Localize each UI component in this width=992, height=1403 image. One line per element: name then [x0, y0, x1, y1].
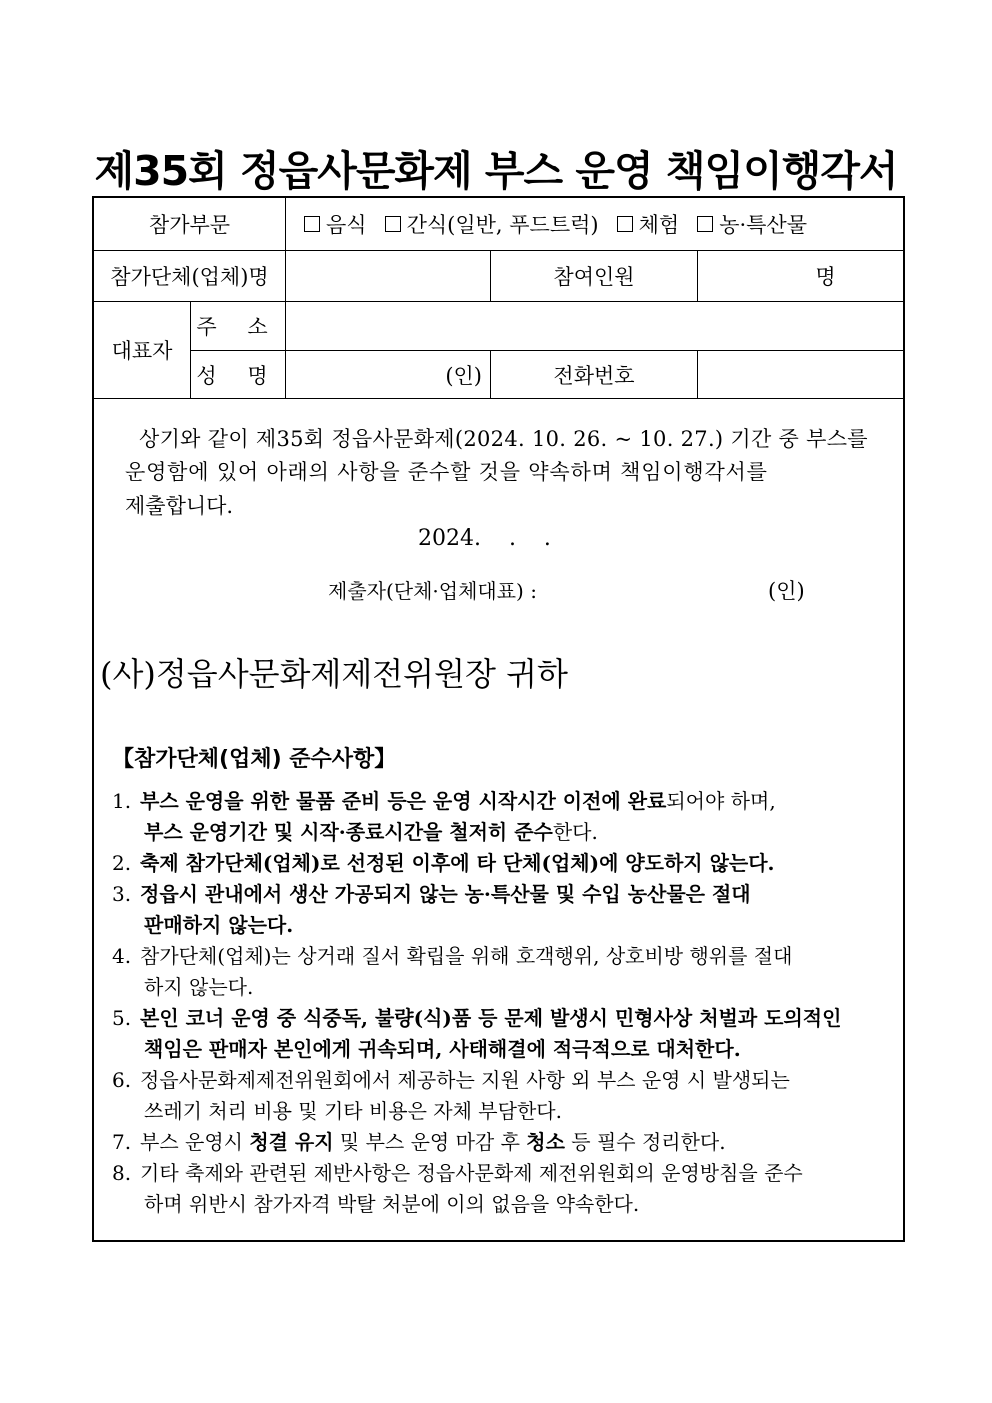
- address-label: 주 소: [196, 315, 280, 339]
- category-option-specialty[interactable]: 농·특산물: [697, 209, 807, 239]
- group-name-field[interactable]: [286, 251, 490, 301]
- checkbox-icon: [385, 216, 401, 232]
- submitter-label: 제출자(단체·업체대표) :: [328, 579, 537, 603]
- submitter-seal: (인): [768, 579, 805, 603]
- category-option-snack[interactable]: 간식(일반, 푸드트럭): [385, 209, 599, 239]
- name-seal-mark: (인): [445, 363, 482, 388]
- rule-3: 3. 정읍시 관내에서 생산 가공되지 않는 농·특산물 및 수입 농산물은 절대 판매하지 않는다.: [112, 882, 751, 937]
- category-option-food[interactable]: 음식: [304, 209, 367, 239]
- address-field[interactable]: [286, 302, 903, 350]
- participants-unit: 명: [815, 265, 836, 289]
- checkbox-icon: [617, 216, 633, 232]
- rule-8: 8. 기타 축제와 관련된 제반사항은 정읍사문화제 제전위원회의 운영방침을 준수 하며 위반시 참가자격 박탈 처분에 이의 없음을 약속한다.: [112, 1161, 803, 1216]
- checkbox-icon: [697, 216, 713, 232]
- phone-field[interactable]: [698, 351, 903, 398]
- name-label: 성 명: [196, 363, 280, 388]
- category-options: [286, 198, 903, 250]
- rule-2: 2. 축제 참가단체(업체)로 선정된 이후에 타 단체(업체)에 양도하지 않는다.: [112, 851, 775, 875]
- pledge-line-1: 상기와 같이 제35회 정읍사문화제(2024. 10. 26. ~ 10. 27.) 기간 중 부스를: [139, 427, 868, 451]
- rule-4: 4. 참가단체(업체)는 상거래 질서 확립을 위해 호객행위, 상호비방 행위를 절대 하지 않는다.: [112, 944, 793, 999]
- representative-label: 대표자: [111, 339, 173, 363]
- rule-7: 7. 부스 운영시 청결 유지 및 부스 운영 마감 후 청소 등 필수 정리한다.: [112, 1130, 726, 1154]
- phone-label: 전화번호: [553, 363, 635, 388]
- participants-label: 참여인원: [553, 265, 635, 289]
- recipient: (사)정읍사문화제제전위원장 귀하: [100, 655, 568, 693]
- category-label: 참가부문: [148, 213, 231, 237]
- rule-1: 1. 부스 운영을 위한 물품 준비 등은 운영 시작시간 이전에 완료되어야 하며, 부스 운영기간 및 시작·종료시간을 철저히 준수한다.: [112, 789, 776, 844]
- pledge-line-2: 운영함에 있어 아래의 사항을 준수할 것을 약속하며 책임이행각서를: [125, 460, 768, 484]
- rules-heading: 【참가단체(업체) 준수사항】: [112, 747, 397, 772]
- document-title: 제35회 정읍사문화제 부스 운영 책임이행각서: [94, 147, 898, 195]
- rule-6: 6. 정읍사문화제제전위원회에서 제공하는 지원 사항 외 부스 운영 시 발생되는 쓰레기 처리 비용 및 기타 비용은 자체 부담한다.: [112, 1068, 790, 1123]
- pledge-date: 2024. . .: [418, 526, 551, 551]
- rule-5: 5. 본인 코너 운영 중 식중독, 불량(식)품 등 문제 발생시 민형사상 처벌과 도의적인 책임은 판매자 본인에게 귀속되며, 사태해결에 적극적으로 대처한다.: [112, 1006, 842, 1061]
- pledge-line-3: 제출합니다.: [125, 494, 234, 518]
- category-option-experience[interactable]: 체험: [617, 209, 680, 239]
- group-name-label: 참가단체(업체)명: [110, 265, 269, 289]
- checkbox-icon: [304, 216, 320, 232]
